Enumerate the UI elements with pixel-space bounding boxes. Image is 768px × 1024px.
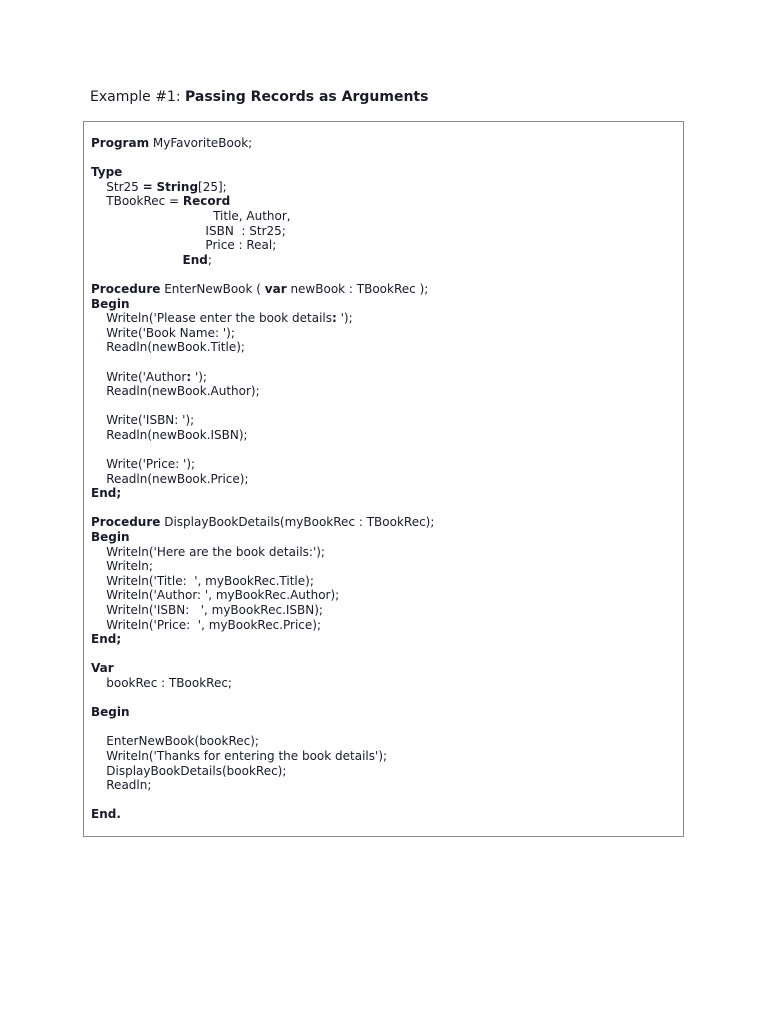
code-line [91,545,434,560]
code-keyword: Procedure [91,281,161,296]
code-line [91,472,434,487]
code-text: Readln(newBook.Price); [91,471,249,486]
code-line [91,749,434,764]
code-listing [91,136,434,822]
code-line [91,355,434,370]
code-text: Writeln('ISBN: ', myBookRec.ISBN); [91,603,323,617]
code-keyword: String [156,179,199,194]
code-text: Writeln('Thanks for entering the book details'); [91,748,388,763]
code-line [91,267,434,282]
code-text: Writeln('Price: ', myBookRec.Price); [91,617,321,632]
code-text: Writeln; [91,559,153,574]
code-keyword: End [182,252,208,267]
code-line [91,413,434,428]
code-line [91,632,434,647]
code-keyword: End; [91,632,122,647]
code-line [91,428,434,443]
code-line [91,530,434,545]
code-line [91,311,434,326]
code-listing-box [83,121,684,837]
heading-prefix: Example #1: [90,89,185,105]
code-text: Readln(newBook.Title); [91,340,245,355]
code-text: Readln(newBook.Author); [91,384,260,399]
code-text: Writeln('Here are the book details:'); [91,544,325,559]
code-text: Write('Author [91,369,187,384]
code-text: Readln(newBook.ISBN); [91,427,248,442]
code-text: DisplayBookDetails(bookRec); [91,763,287,778]
code-keyword: End; [91,486,122,501]
code-line [91,691,434,706]
code-text: MyFavoriteBook; [149,136,253,150]
code-text: Write('Book Name: '); [91,325,235,340]
code-line [91,501,434,516]
heading-title: Passing Records as Arguments [185,89,429,105]
code-line [91,457,434,472]
code-text: Writeln('Title: ', myBookRec.Title); [91,573,314,588]
code-keyword: Var [91,661,114,676]
code-keyword: Program [91,136,150,150]
code-keyword: Type [91,165,123,180]
code-line [91,399,434,414]
code-line [91,326,434,341]
code-text: Title, Author, [91,208,291,223]
code-line [91,793,434,808]
code-text [91,253,183,267]
code-keyword: var [264,281,287,296]
code-line [91,720,434,735]
code-text: Writeln('Please enter the book details [91,311,332,326]
code-text: Str25 [91,179,143,194]
code-keyword: : [186,369,192,384]
code-line [91,282,434,297]
code-keyword: Begin [91,530,130,545]
code-line [91,661,434,676]
code-line [91,807,434,822]
code-line [91,705,434,720]
code-line [91,618,434,633]
code-line [91,224,434,239]
code-text: newBook : TBookRec ); [286,281,429,296]
code-line [91,647,434,662]
code-text: EnterNewBook ( [160,281,265,296]
code-keyword: : [332,311,337,326]
code-line [91,574,434,589]
code-line [91,151,434,166]
code-keyword: Record [182,194,231,209]
code-text: Price : Real; [91,238,277,253]
code-line [91,370,434,385]
code-text: '); [336,311,353,326]
code-text: Write('Price: '); [91,457,196,472]
code-text: Write('ISBN: '); [91,413,195,428]
code-line [91,442,434,457]
code-text: Writeln('Author: ', myBookRec.Author); [91,588,340,603]
code-keyword: = [142,179,153,194]
code-line [91,384,434,399]
code-line [91,209,434,224]
code-line [91,194,434,209]
code-keyword: Begin [91,705,130,720]
code-line [91,676,434,691]
code-line [91,238,434,253]
code-keyword: Begin [91,296,130,311]
code-line [91,180,434,195]
code-text: ; [207,252,212,267]
code-line [91,778,434,793]
code-line [91,253,434,268]
code-line [91,297,434,312]
code-line [91,136,434,151]
code-line [91,559,434,574]
code-line [91,340,434,355]
code-line [91,515,434,530]
code-text: [25]; [198,179,227,194]
code-text: DisplayBookDetails(myBookRec : TBookRec); [160,515,435,530]
example-heading [90,88,428,106]
code-text: TBookRec = [91,194,183,209]
code-line [91,486,434,501]
code-text: ISBN : Str25; [91,223,286,238]
code-keyword: Procedure [91,515,161,530]
code-line [91,603,434,618]
code-text: Readln; [91,778,152,793]
code-text: bookRec : TBookRec; [91,675,232,690]
code-text: '); [191,369,207,384]
code-line [91,734,434,749]
code-line [91,165,434,180]
code-line [91,764,434,779]
code-text: EnterNewBook(bookRec); [91,734,259,749]
code-line [91,588,434,603]
code-keyword: End. [91,807,121,822]
